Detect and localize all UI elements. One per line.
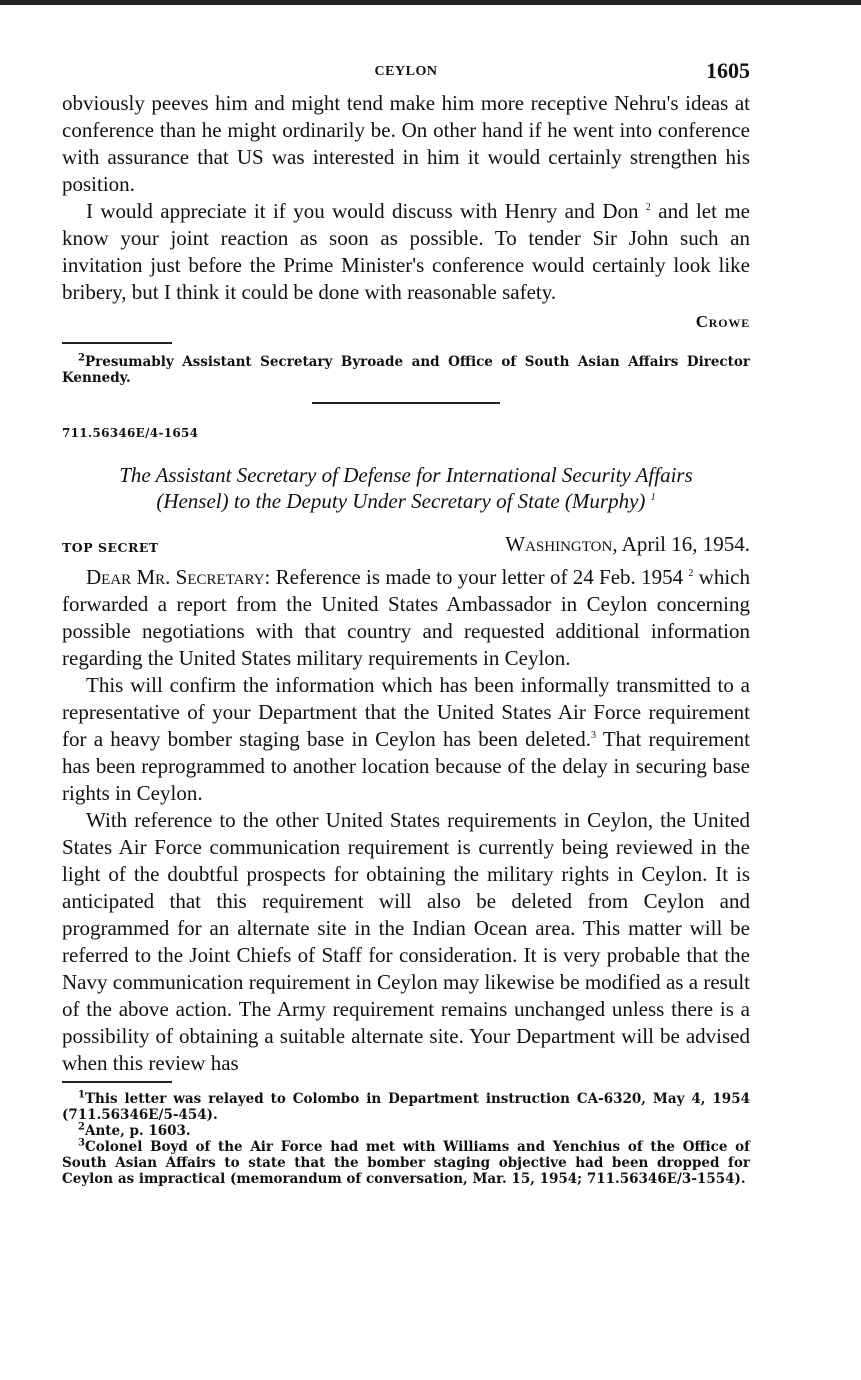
footnote-mark: 2 [688, 568, 694, 579]
footnote-text: Presumably Assistant Secretary Byroade and Office of South Asian Affairs Director Kennedy. [62, 354, 750, 386]
date-line [505, 532, 750, 557]
footnote-divider [62, 1081, 172, 1083]
letter-paragraph: With reference to the other United States requirements in Ceylon, the United States Air Force communication requirement is currently being reviewed in the light of the doubtful prospects for obtaining the military rights in Ceylon. It is anticipated that this requirement will also be deleted from Ceylon and programmed for an alternate site in the Indian Ocean area. This matter will be referred to the Joint Chiefs of Staff for consideration. It is very probable that the Navy communication requirement in Ceylon may likewise be modified as a result of the above action. The Army requirement remains unchanged unless there is a possibility of obtaining a suitable alternate site. Your Department will be advised when this review has [62, 808, 750, 1075]
title-line [62, 488, 750, 514]
salutation: Dear Mr. Secretary: [86, 565, 271, 589]
footnote-mark: 3 [590, 730, 596, 741]
page-header [62, 58, 750, 90]
footnote [62, 1091, 750, 1123]
document-reference: 711.56346E/4-1654 [62, 426, 199, 440]
paragraph-text: That requirement has been reprogrammed to another location because of the delay in securing base rights in Ceylon. [62, 727, 750, 805]
footnote-mark: 2 [78, 352, 85, 364]
footnote-mark: 1 [78, 1089, 85, 1101]
page-edge [0, 0, 861, 5]
footnote [62, 354, 750, 386]
title-line: The Assistant Secretary of Defense for International Security Affairs [119, 463, 693, 487]
footnote [62, 1123, 750, 1139]
paragraph-text: I would appreciate it if you would discuss with Henry and Don [86, 199, 639, 223]
signature [62, 312, 750, 336]
footnote-mark: 2 [645, 202, 651, 213]
continuation-paragraph-2 [62, 198, 750, 306]
letter-paragraph [62, 672, 750, 807]
section-divider [312, 402, 500, 404]
running-head: CEYLON [374, 64, 438, 79]
letter-paragraph [62, 564, 750, 672]
paragraph-text: Reference is made to your letter of 24 Feb. 1954 [275, 565, 684, 589]
footnote [62, 1139, 750, 1187]
footnote-mark: 2 [78, 1121, 85, 1133]
signature-name: Crowe [695, 312, 750, 331]
footnote-mark: 1 [650, 492, 656, 503]
date: April 16, 1954. [621, 532, 750, 556]
title-line-text: (Hensel) to the Deputy Under Secretary of State (Murphy) [156, 489, 646, 513]
page-number: 1605 [706, 58, 750, 83]
paragraph-text: which forwarded a report from the United States Ambassador in Ceylon concerning possible negotiations with that country and requested additional information regarding the United States military requirements in Ceylon. [62, 565, 751, 670]
continuation-paragraph: obviously peeves him and might tend make him more receptive Nehru's ideas at conference than he might ordinarily be. On other hand if he went into conference with assurance that US was interested in him it would certainly strengthen his position. [62, 91, 750, 196]
footnote-text: Ante, p. 1603. [84, 1123, 191, 1139]
paragraph-text: and let me know your joint reaction as soon as possible. To tender Sir John such an invitation just before the Prime Minister's conference would certainly look like bribery, but I think it could be done with reasonable safety. [62, 199, 751, 304]
document-title [62, 462, 750, 514]
paragraph-text: This will confirm the information which has been informally transmitted to a representative of your Department that the United States Air Force requirement for a heavy bomber staging base in Ceylon has been deleted. [62, 673, 750, 751]
place: Washington, [505, 532, 618, 556]
document-page [62, 58, 750, 1187]
footnote-text: Colonel Boyd of the Air Force had met with Williams and Yenchius of the Office of South Asian Affairs to state that the bomber staging objective had been dropped for Ceylon as impractical (memorandum of conversation, Mar. 15, 1954; 711.56346E/3-1554). [62, 1139, 750, 1187]
footnote-text: This letter was relayed to Colombo in Department instruction CA-6320, May 4, 1954 (711.56346E/5-454). [62, 1091, 750, 1123]
footnote-mark: 3 [78, 1137, 85, 1149]
dateline [62, 532, 750, 562]
footnote-divider [62, 342, 172, 344]
classification-label: TOP SECRET [62, 540, 159, 555]
